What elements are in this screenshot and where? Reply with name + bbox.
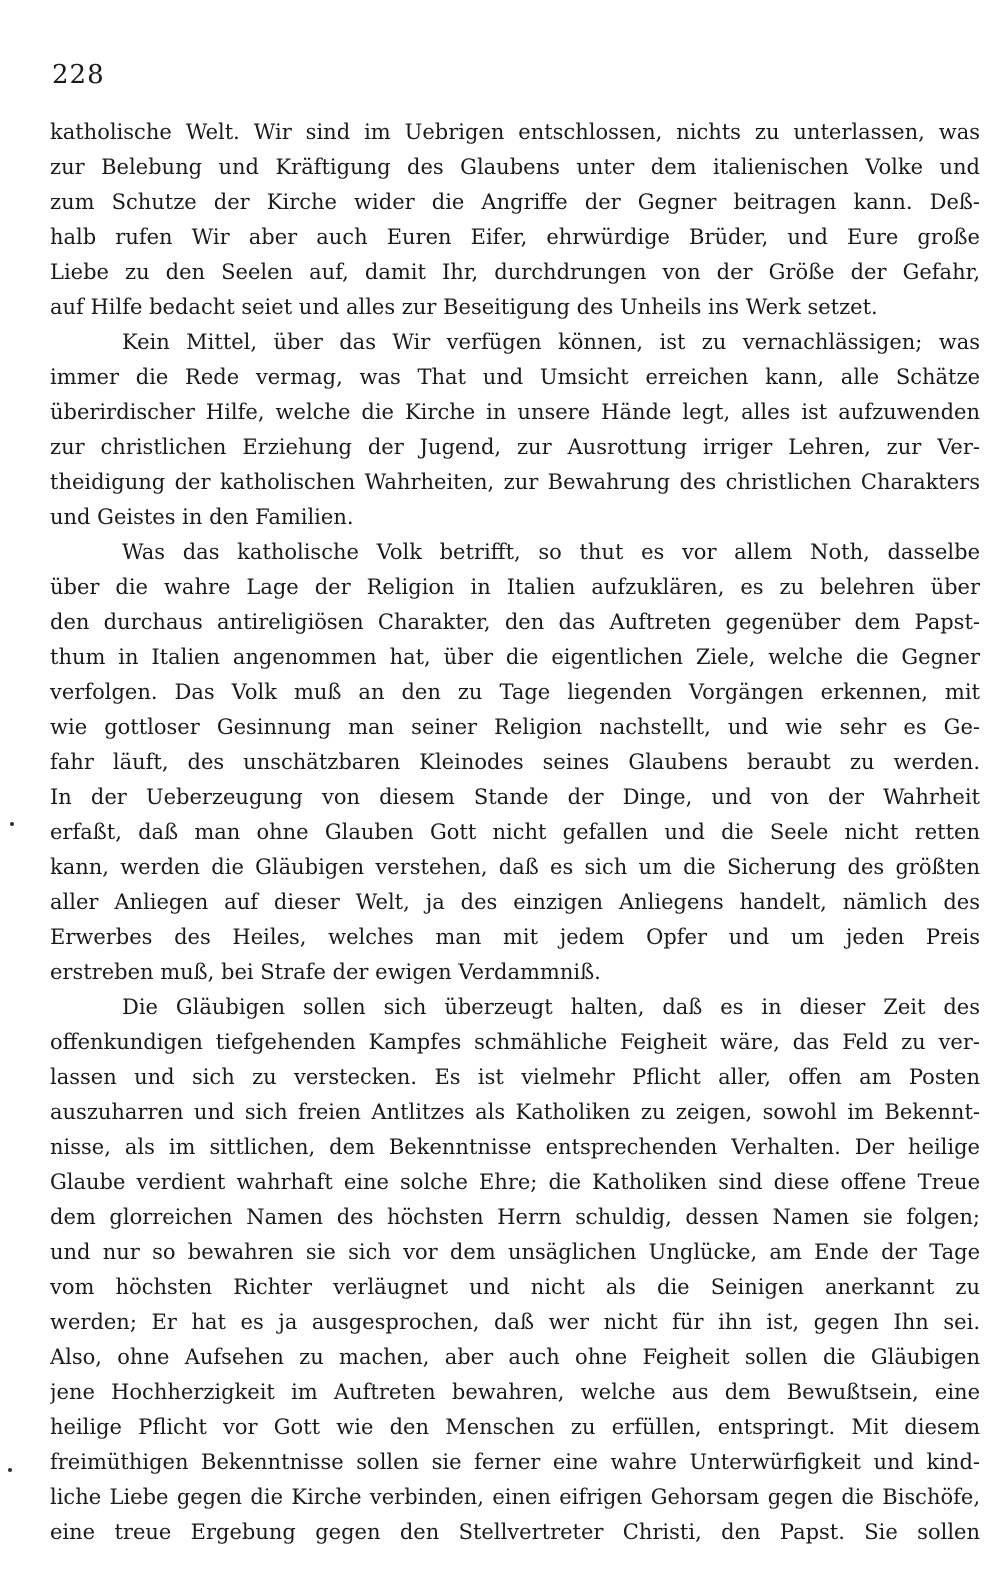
text-line: Erwerbes des Heiles, welches man mit jedem Opfer und um jeden Preis — [50, 925, 980, 949]
text-line: immer die Rede vermag, was That und Umsicht erreichen kann, alle Schätze — [50, 365, 980, 389]
margin-speck — [8, 1468, 12, 1472]
body-text — [50, 115, 980, 1550]
text-line: kann, werden die Gläubigen verstehen, daß es sich um die Sicherung des größten — [50, 855, 980, 879]
text-line: zur Belebung und Kräftigung des Glaubens unter dem italienischen Volke und — [50, 155, 980, 179]
text-line: vom höchsten Richter verläugnet und nicht als die Seinigen anerkannt zu — [50, 1275, 980, 1299]
text-line: werden; Er hat es ja ausgesprochen, daß wer nicht für ihn ist, gegen Ihn sei. — [50, 1310, 980, 1334]
text-line: heilige Pflicht vor Gott wie den Menschen zu erfüllen, entspringt. Mit diesem — [50, 1415, 980, 1439]
text-line: Liebe zu den Seelen auf, damit Ihr, durchdrungen von der Größe der Gefahr, — [50, 260, 980, 284]
text-line: Die Gläubigen sollen sich überzeugt halten, daß es in dieser Zeit des — [122, 995, 980, 1019]
text-line: zum Schutze der Kirche wider die Angriffe der Gegner beitragen kann. Deß- — [50, 190, 980, 214]
text-line: offenkundigen tiefgehenden Kampfes schmähliche Feigheit wäre, das Feld zu ver- — [50, 1030, 980, 1054]
text-line: und Geistes in den Familien. — [50, 505, 354, 529]
text-line: theidigung der katholischen Wahrheiten, zur Bewahrung des christlichen Charakters — [50, 470, 980, 494]
text-line: Was das katholische Volk betrifft, so thut es vor allem Noth, dasselbe — [122, 540, 980, 564]
text-line: nisse, als im sittlichen, dem Bekenntnisse entsprechenden Verhalten. Der heilige — [50, 1135, 980, 1159]
text-line: wie gottloser Gesinnung man seiner Religion nachstellt, und wie sehr es Ge- — [50, 715, 980, 739]
text-line: Glaube verdient wahrhaft eine solche Ehre; die Katholiken sind diese offene Treue — [50, 1170, 980, 1194]
text-line: Kein Mittel, über das Wir verfügen können, ist zu vernachlässigen; was — [122, 330, 980, 354]
margin-speck — [10, 822, 14, 826]
text-line: auszuharren und sich freien Antlitzes als Katholiken zu zeigen, sowohl im Bekennt- — [50, 1100, 980, 1124]
text-line: halb rufen Wir aber auch Euren Eifer, ehrwürdige Brüder, und Eure große — [50, 225, 980, 249]
text-line: über die wahre Lage der Religion in Italien aufzuklären, es zu belehren über — [50, 575, 980, 599]
text-line: liche Liebe gegen die Kirche verbinden, einen eifrigen Gehorsam gegen die Bischöfe, — [50, 1485, 980, 1509]
text-line: fahr läuft, des unschätzbaren Kleinodes seines Glaubens beraubt zu werden. — [50, 750, 980, 774]
text-line: dem glorreichen Namen des höchsten Herrn schuldig, dessen Namen sie folgen; — [50, 1205, 980, 1229]
text-line: erstreben muß, bei Strafe der ewigen Verdammniß. — [50, 960, 601, 984]
text-line: Also, ohne Aufsehen zu machen, aber auch ohne Feigheit sollen die Gläubigen — [50, 1345, 980, 1369]
text-line: eine treue Ergebung gegen den Stellvertreter Christi, den Papst. Sie sollen — [50, 1520, 980, 1544]
text-line: zur christlichen Erziehung der Jugend, zur Ausrottung irriger Lehren, zur Ver- — [50, 435, 980, 459]
text-line: jene Hochherzigkeit im Auftreten bewahren, welche aus dem Bewußtsein, eine — [50, 1380, 980, 1404]
text-line: aller Anliegen auf dieser Welt, ja des einzigen Anliegens handelt, nämlich des — [50, 890, 980, 914]
text-line: überirdischer Hilfe, welche die Kirche in unsere Hände legt, alles ist aufzuwenden — [50, 400, 980, 424]
text-line: auf Hilfe bedacht seiet und alles zur Beseitigung des Unheils ins Werk setzet. — [50, 295, 878, 319]
text-line: verfolgen. Das Volk muß an den zu Tage liegenden Vorgängen erkennen, mit — [50, 680, 980, 704]
text-line: katholische Welt. Wir sind im Uebrigen entschlossen, nichts zu unterlassen, was — [50, 120, 980, 144]
text-line: und nur so bewahren sie sich vor dem unsäglichen Unglücke, am Ende der Tage — [50, 1240, 980, 1264]
text-line: freimüthigen Bekenntnisse sollen sie ferner eine wahre Unterwürfigkeit und kind- — [50, 1450, 980, 1474]
page-number: 228 — [52, 60, 105, 90]
text-line: den durchaus antireligiösen Charakter, den das Auftreten gegenüber dem Papst- — [50, 610, 980, 634]
text-line: lassen und sich zu verstecken. Es ist vielmehr Pflicht aller, offen am Posten — [50, 1065, 980, 1089]
text-line: erfaßt, daß man ohne Glauben Gott nicht gefallen und die Seele nicht retten — [50, 820, 980, 844]
text-line: thum in Italien angenommen hat, über die eigentlichen Ziele, welche die Gegner — [50, 645, 980, 669]
text-line: In der Ueberzeugung von diesem Stande der Dinge, und von der Wahrheit — [50, 785, 980, 809]
